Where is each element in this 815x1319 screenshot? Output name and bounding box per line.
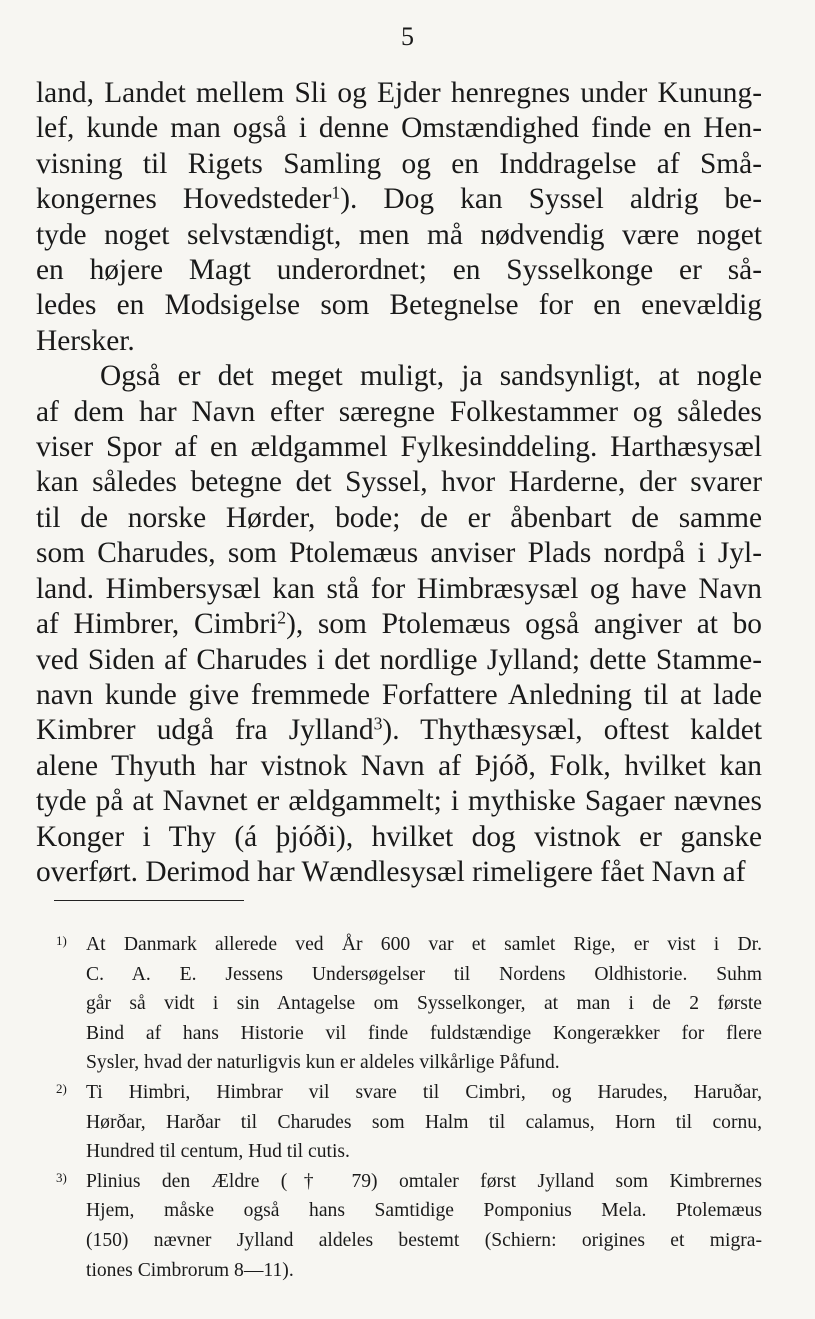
footnote-1 — [56, 930, 762, 1078]
body-line: alene Thyuth har vistnok Navn af Þjóð, Folk, hvilket kan — [36, 749, 762, 782]
body-line-text: ). Dog kan Syssel aldrig be- — [340, 183, 762, 216]
footnote-line: Hørðar, Harðar til Charudes som Halm til calamus, Horn til cornu, — [86, 1111, 762, 1133]
body-line-text: ), som Ptolemæus også angiver at bo — [286, 608, 762, 641]
body-line: Også er det meget muligt, ja sandsynligt, at nogle — [100, 360, 762, 393]
body-line: af dem har Navn efter særegne Folkestammer og således — [36, 395, 762, 428]
page-number: 5 — [401, 22, 414, 51]
footnote-line: går så vidt i sin Antagelse om Sysselkonger, at man i de 2 første — [86, 993, 762, 1015]
footnote-ref-3: 3 — [373, 713, 383, 734]
footnotes — [56, 930, 762, 1285]
body-line: en højere Magt underordnet; en Sysselkonge er så- — [36, 254, 762, 287]
footnote-ref-1: 1 — [331, 182, 341, 203]
footnote-ref-2: 2 — [277, 607, 287, 628]
footnote-line: Ti Himbri, Himbrar vil svare til Cimbri, og Harudes, Haruðar, — [86, 1081, 762, 1103]
footnote-line: Bind af hans Historie vil finde fuldstændige Kongerækker for flere — [86, 1022, 762, 1044]
body-line: viser Spor af en ældgammel Fylkesinddeling. Harthæsysæl — [36, 431, 762, 464]
body-line: land. Himbersysæl kan stå for Himbræsysæl og have Navn — [36, 572, 762, 605]
body-line: ledes en Modsigelse som Betegnelse for en enevældig — [36, 289, 762, 322]
footnote-divider — [54, 900, 244, 901]
body-line: tyde noget selvstændigt, men må nødvendig være noget — [36, 218, 762, 251]
body-line — [36, 607, 762, 642]
footnote-line: Plinius den Ældre († 79) omtaler først Jylland som Kimbrernes — [86, 1170, 762, 1192]
footnote-3 — [56, 1167, 762, 1285]
body-line: ved Siden af Charudes i det nordlige Jylland; dette Stamme- — [36, 643, 762, 676]
body-line: overført. Derimod har Wændlesysæl rimeligere fået Navn af — [36, 855, 746, 888]
body-line-text: af Himbrer, Cimbri — [36, 608, 278, 641]
footnote-line: tiones Cimbrorum 8—11). — [86, 1259, 294, 1281]
footnote-line: Hundred til centum, Hud til cutis. — [86, 1141, 350, 1163]
footnote-mark: 2) — [56, 1080, 67, 1096]
footnote-line: Hjem, måske også hans Samtidige Pomponius Mela. Ptolemæus — [86, 1200, 762, 1222]
body-line: lef, kunde man også i denne Omstændighed finde en Hen- — [36, 112, 762, 145]
body-line: kan således betegne det Syssel, hvor Harderne, der svarer — [36, 466, 762, 499]
body-line-text: kongernes Hovedsteder — [36, 183, 332, 216]
footnote-line: C. A. E. Jessens Undersøgelser til Nordens Oldhistorie. Suhm — [86, 963, 762, 985]
footnote-2 — [56, 1078, 762, 1167]
body-line — [36, 182, 762, 217]
body-line: land, Landet mellem Sli og Ejder henregnes under Kunung- — [36, 77, 762, 109]
body-line — [36, 713, 762, 748]
body-text — [36, 76, 762, 890]
body-line: tyde på at Navnet er ældgammelt; i mythiske Sagaer nævnes — [36, 785, 762, 818]
body-line: navn kunde give fremmede Forfattere Anledning til at lade — [36, 678, 762, 711]
footnote-line: Sysler, hvad der naturligvis kun er aldeles vilkårlige Påfund. — [86, 1052, 560, 1074]
footnote-mark: 3) — [56, 1169, 67, 1185]
body-line: til de norske Hørder, bode; de er åbenbart de samme — [36, 501, 762, 534]
body-line-text: Kimbrer udgå fra Jylland — [36, 714, 374, 747]
footnote-line: (150) nævner Jylland aldeles bestemt (Schiern: origines et migra- — [86, 1229, 762, 1251]
body-line: Konger i Thy (á þjóði), hvilket dog vistnok er ganske — [36, 820, 762, 853]
footnote-line: At Danmark allerede ved År 600 var et samlet Rige, er vist i Dr. — [86, 934, 762, 955]
body-line: som Charudes, som Ptolemæus anviser Plads nordpå i Jyl- — [36, 537, 762, 570]
body-line: Hersker. — [36, 324, 135, 357]
footnote-mark: 1) — [56, 933, 67, 948]
body-line: visning til Rigets Samling og en Inddragelse af Små- — [36, 147, 762, 180]
body-line-text: ). Thythæsysæl, oftest kaldet — [382, 714, 762, 747]
